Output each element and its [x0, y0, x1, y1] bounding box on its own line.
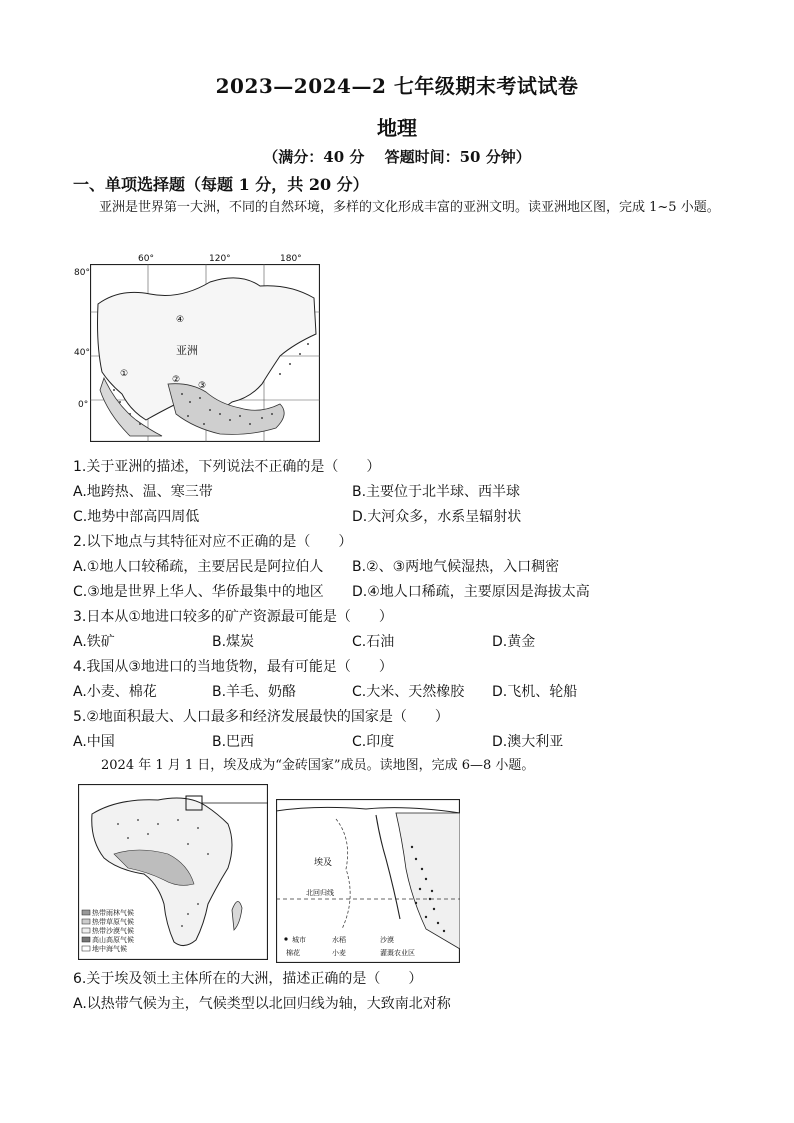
question-6: 6.关于埃及领土主体所在的大洲，描述正确的是（ ） — [73, 971, 423, 987]
africa-legend-item-2: 热带草原气候 — [92, 918, 134, 926]
exam-meta: （满分：40 分 答题时间：50 分钟） — [263, 148, 531, 166]
africa-legend-item-1: 热带雨林气候 — [92, 909, 134, 917]
lat-label-80: 80° — [74, 268, 90, 278]
marker-3: ③ — [198, 381, 207, 391]
africa-legend-item-4: 高山高原气候 — [92, 936, 134, 944]
question-2: 2.以下地点与其特征对应不正确的是（ ） — [73, 534, 353, 550]
q3-option-b[interactable]: B.煤炭 — [212, 634, 255, 650]
subject-title: 地理 — [377, 116, 417, 140]
q5-option-b[interactable]: B.巴西 — [212, 734, 255, 750]
q1-option-b[interactable]: B.主要位于北半球、西半球 — [352, 484, 521, 500]
inset-legend-rice: 水稻 — [332, 936, 346, 944]
q2-option-c[interactable]: C.③地是世界上华人、华侨最集中的地区 — [73, 584, 324, 600]
q4-option-a[interactable]: A.小麦、棉花 — [73, 684, 157, 700]
q1-option-a[interactable]: A.地跨热、温、寒三带 — [73, 484, 213, 500]
africa-legend-item-5: 地中海气候 — [92, 945, 127, 953]
egypt-inset-map — [276, 799, 460, 963]
q5-option-d[interactable]: D.澳大利亚 — [492, 734, 564, 750]
section-heading: 一、单项选择题（每题 1 分，共 20 分） — [73, 175, 369, 194]
intro-paragraph-2: 2024 年 1 月 1 日，埃及成为“金砖国家”成员。读地图，完成 6—8 小题。 — [101, 758, 535, 773]
egypt-label: 埃及 — [314, 858, 333, 868]
lat-label-0: 0° — [78, 400, 89, 410]
intro-paragraph-1: 亚洲是世界第一大洲，不同的自然环境，多样的文化形成丰富的亚洲文明。读亚洲地区图，完成 1~5 小题。 — [99, 200, 720, 215]
q5-option-a[interactable]: A.中国 — [73, 734, 115, 750]
q3-option-d[interactable]: D.黄金 — [492, 634, 536, 650]
inset-legend-cotton: 棉花 — [286, 949, 300, 957]
q4-option-d[interactable]: D.飞机、轮船 — [492, 684, 578, 700]
q3-option-c[interactable]: C.石油 — [352, 634, 395, 650]
inset-legend-city: 城市 — [292, 936, 306, 944]
tropic-label: 北回归线 — [306, 889, 334, 897]
q2-option-a[interactable]: A.①地人口较稀疏，主要居民是阿拉伯人 — [73, 559, 324, 575]
inset-legend-desert: 沙漠 — [380, 936, 394, 944]
lat-label-40: 40° — [74, 348, 90, 358]
q1-option-d[interactable]: D.大河众多，水系呈辐射状 — [352, 509, 522, 525]
marker-4: ④ — [176, 315, 185, 325]
asia-map — [72, 254, 322, 444]
marker-1: ① — [120, 369, 129, 379]
q4-option-b[interactable]: B.羊毛、奶酪 — [212, 684, 297, 700]
asia-map-graphic — [90, 264, 320, 442]
asia-region-label: 亚洲 — [176, 344, 198, 357]
inset-legend-wheat: 小麦 — [332, 949, 346, 957]
q2-option-d[interactable]: D.④地人口稀疏，主要原因是海拔太高 — [352, 584, 590, 600]
question-1: 1.关于亚洲的描述，下列说法不正确的是（ ） — [73, 459, 381, 475]
q4-option-c[interactable]: C.大米、天然橡胶 — [352, 684, 465, 700]
q3-option-a[interactable]: A.铁矿 — [73, 634, 115, 650]
inset-legend-irrigation: 灌溉农业区 — [380, 949, 415, 957]
q2-option-b[interactable]: B.②、③两地气候湿热，入口稠密 — [352, 559, 560, 575]
lon-label-180: 180° — [280, 254, 302, 264]
q6-option-a[interactable]: A.以热带气候为主，气候类型以北回归线为轴，大致南北对称 — [73, 996, 451, 1012]
lon-label-60: 60° — [138, 254, 154, 264]
q1-option-c[interactable]: C.地势中部高四周低 — [73, 509, 200, 525]
question-4: 4.我国从③地进口的当地货物，最有可能足（ ） — [73, 659, 393, 675]
africa-map — [78, 784, 268, 960]
question-5: 5.②地面积最大、人口最多和经济发展最快的国家是（ ） — [73, 709, 449, 725]
exam-title: 2023—2024—2 七年级期末考试试卷 — [215, 74, 579, 98]
question-3: 3.日本从①地进口较多的矿产资源最可能是（ ） — [73, 609, 393, 625]
lon-label-120: 120° — [209, 254, 231, 264]
marker-2: ② — [172, 375, 181, 385]
q5-option-c[interactable]: C.印度 — [352, 734, 395, 750]
africa-legend-item-3: 热带沙漠气候 — [92, 927, 134, 935]
